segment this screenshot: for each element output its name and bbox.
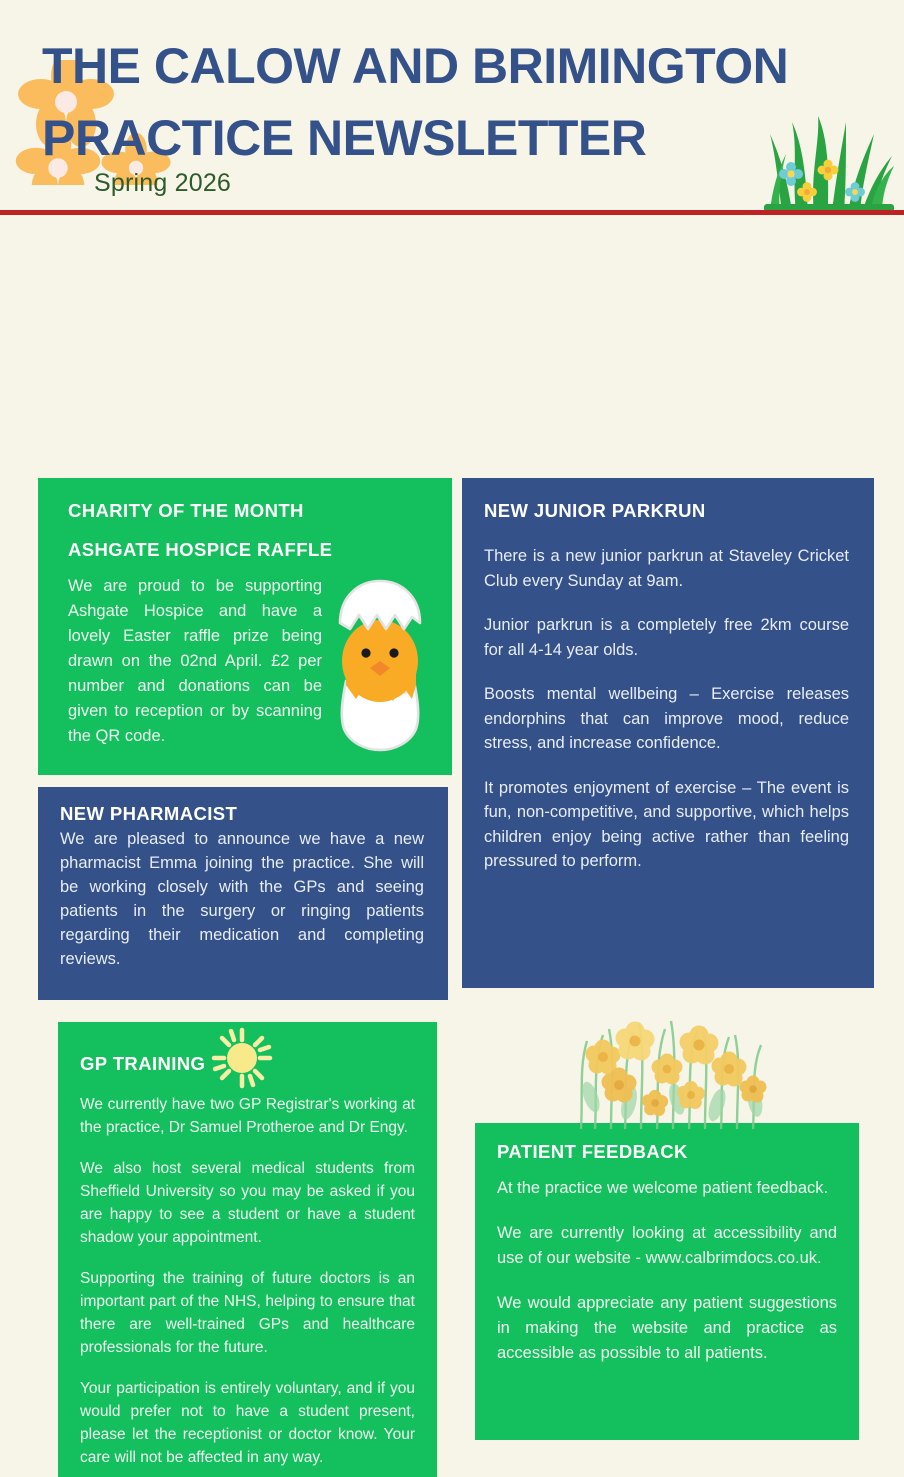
parkrun-card-body [484, 544, 849, 874]
gp-training-paragraph-2: We also host several medical students from Sheffield University so you may be asked if you are happy to see a student or have a student shadow your appointment. [80, 1160, 415, 1246]
gp-training-card [58, 1022, 437, 1477]
parkrun-paragraph-4: It promotes enjoyment of exercise – The event is fun, non-competitive, and supportive, which helps children enjoy being active rather than feeling pressured to perform. [484, 778, 849, 870]
chick-in-eggshell-icon [332, 577, 430, 752]
junior-parkrun-card [462, 478, 874, 988]
sun-icon [211, 1027, 273, 1089]
pharmacist-card-body [60, 827, 424, 971]
charity-card-body [68, 574, 430, 749]
charity-card-title: CHARITY OF THE MONTH [68, 500, 304, 521]
patient-feedback-paragraph-1: At the practice we welcome patient feedback. [497, 1179, 829, 1197]
patient-feedback-card [475, 1123, 859, 1440]
newsletter-body [0, 215, 904, 1466]
patient-feedback-card-body [497, 1176, 837, 1366]
charity-of-the-month-card [38, 478, 452, 775]
pharmacist-paragraph: We are pleased to announce we have a new pharmacist Emma joining the practice. She will be working closely with the GPs and seeing patients in the surgery or ringing patients regarding their medication and completing reviews. [60, 830, 424, 968]
gp-training-card-body [80, 1093, 415, 1469]
new-pharmacist-card [38, 787, 448, 1000]
gp-training-paragraph-4: Your participation is entirely voluntary, and if you would prefer not to have a student present, please let the receptionist or doctor know. Your care will not be affected in any way. [80, 1380, 415, 1466]
parkrun-paragraph-3: Boosts mental wellbeing – Exercise releases endorphins that can improve mood, reduce stress, and increase confidence. [484, 685, 849, 752]
patient-feedback-card-title: PATIENT FEEDBACK [497, 1141, 688, 1162]
parkrun-paragraph-2: Junior parkrun is a completely free 2km course for all 4-14 year olds. [484, 616, 849, 659]
gp-training-paragraph-3: Supporting the training of future doctors is an important part of the NHS, helping to ensure that there are well-trained GPs and healthcare professionals for the future. [80, 1270, 415, 1356]
parkrun-card-title: NEW JUNIOR PARKRUN [484, 500, 706, 521]
charity-card-subtitle: ASHGATE HOSPICE RAFFLE [68, 539, 333, 560]
pharmacist-card-title: NEW PHARMACIST [60, 803, 238, 824]
charity-paragraph: We are proud to be supporting Ashgate Hospice and have a lovely Easter raffle prize being drawn on the 02nd April. £2 per number and donations can be given to reception or by scanning the QR code. [68, 577, 322, 745]
gp-training-header [80, 1044, 415, 1084]
page-title: THE CALOW AND BRIMINGTON PRACTICE NEWSLETTER [42, 38, 789, 166]
header-divider [0, 210, 904, 215]
patient-feedback-paragraph-2: We are currently looking at accessibility and use of our website - www.calbrimdocs.co.uk. [497, 1224, 837, 1267]
parkrun-paragraph-1: There is a new junior parkrun at Staveley Cricket Club every Sunday at 9am. [484, 547, 849, 590]
issue-season: Spring 2026 [94, 169, 232, 197]
newsletter-header [0, 0, 904, 215]
gp-training-card-title: GP TRAINING [80, 1053, 206, 1074]
gp-training-paragraph-1: We currently have two GP Registrar's working at the practice, Dr Samuel Protheroe and Dr Engy. [80, 1096, 415, 1136]
daffodils-icon [567, 1011, 779, 1129]
patient-feedback-paragraph-3: We would appreciate any patient suggestions in making the website and practice as accessible as possible to all patients. [497, 1294, 837, 1362]
